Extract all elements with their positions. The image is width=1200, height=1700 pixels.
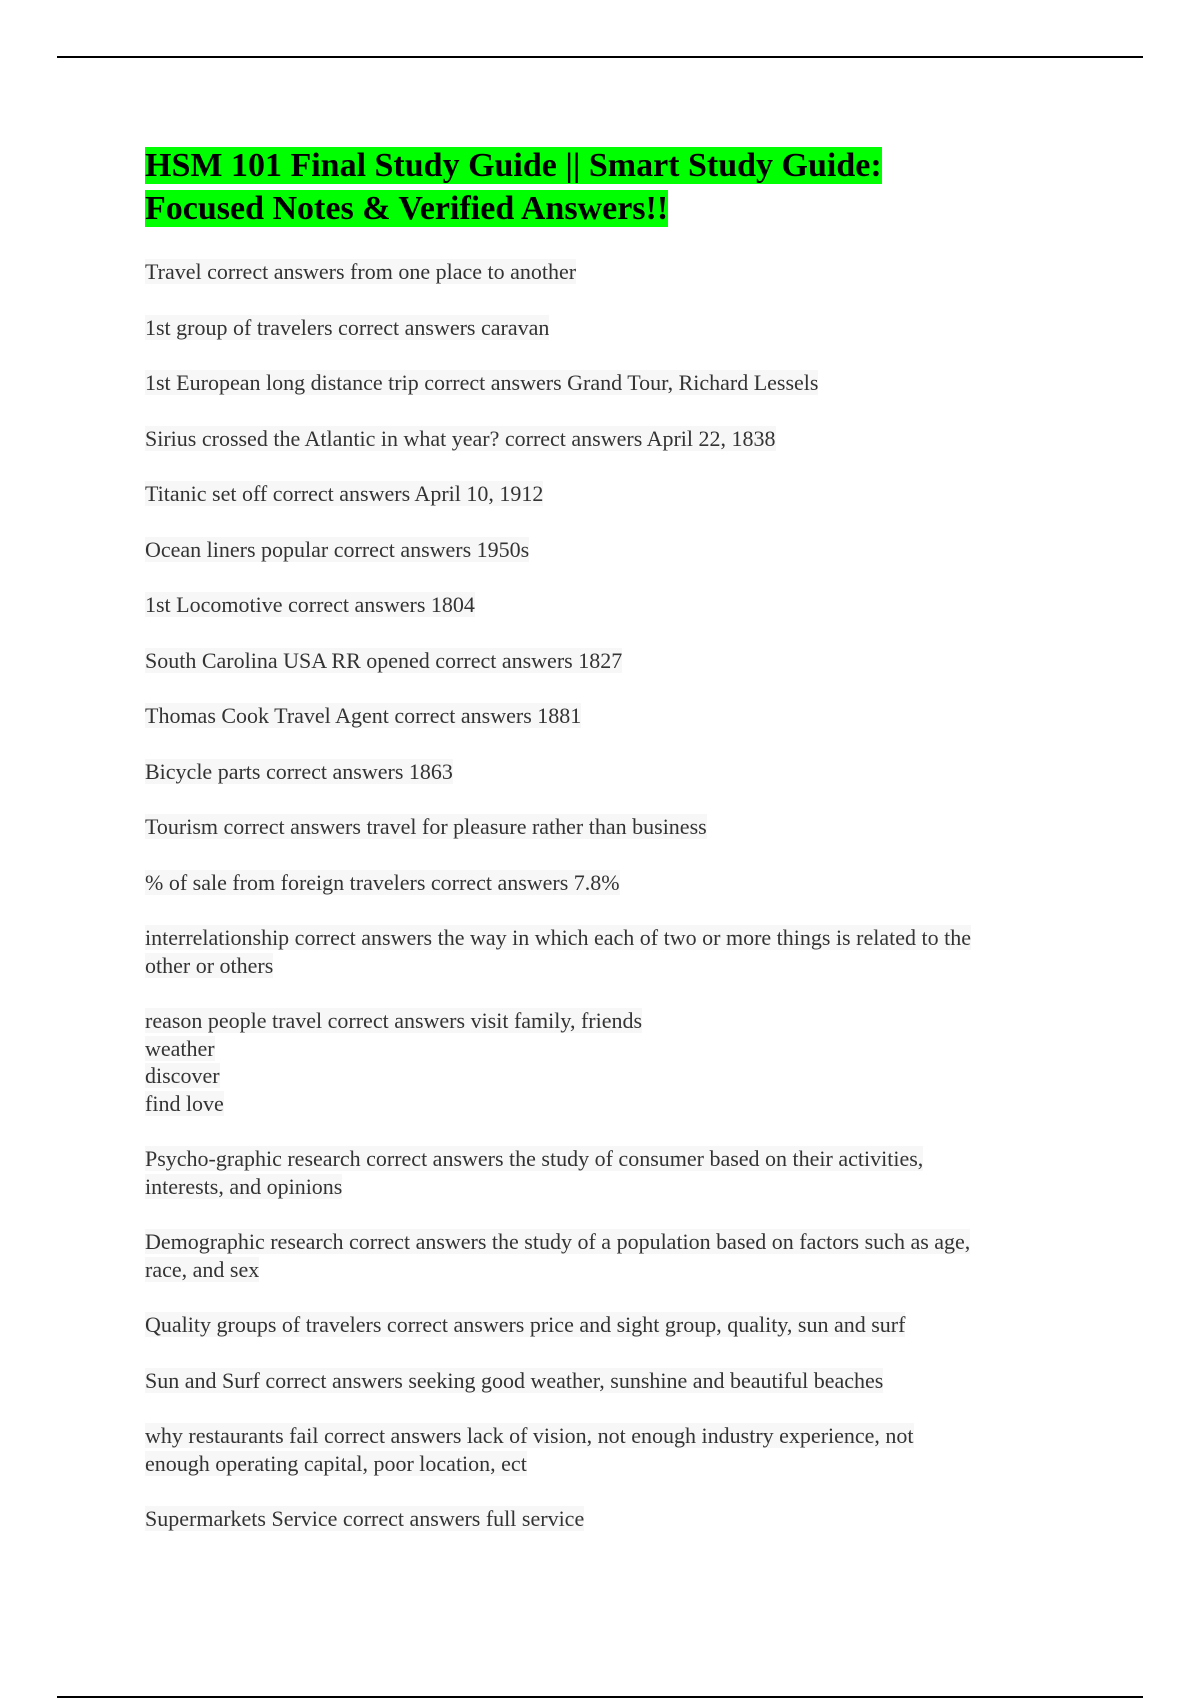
qa-line <box>145 1062 1075 1090</box>
document-title <box>145 144 1075 230</box>
qa-text: 1st European long distance trip correct answers Grand Tour, Richard Lessels <box>145 370 819 395</box>
qa-line <box>145 1035 1075 1063</box>
qa-item <box>145 869 1075 897</box>
qa-text: Titanic set off correct answers April 10, 1912 <box>145 481 544 506</box>
qa-item <box>145 1145 1075 1200</box>
qa-line <box>145 952 1075 980</box>
qa-text: Travel correct answers from one place to another <box>145 259 577 284</box>
document-body <box>145 144 1075 1561</box>
qa-line <box>145 536 1075 564</box>
qa-item <box>145 758 1075 786</box>
qa-line <box>145 425 1075 453</box>
qa-item <box>145 1422 1075 1477</box>
qa-item <box>145 480 1075 508</box>
qa-line <box>145 813 1075 841</box>
qa-text: Quality groups of travelers correct answers price and sight group, quality, sun and surf <box>145 1312 906 1337</box>
bottom-rule <box>57 1696 1143 1698</box>
qa-line <box>145 758 1075 786</box>
qa-line <box>145 1090 1075 1118</box>
qa-text: enough operating capital, poor location, ect <box>145 1450 527 1476</box>
qa-item <box>145 1007 1075 1117</box>
qa-item <box>145 1367 1075 1395</box>
qa-text: Psycho-graphic research correct answers the study of consumer based on their activities, <box>145 1146 924 1171</box>
qa-list <box>145 258 1075 1533</box>
qa-text: find love <box>145 1090 224 1116</box>
qa-line <box>145 1256 1075 1284</box>
qa-text: Sirius crossed the Atlantic in what year? correct answers April 22, 1838 <box>145 425 776 451</box>
qa-item <box>145 536 1075 564</box>
qa-line <box>145 480 1075 508</box>
qa-line <box>145 1367 1075 1395</box>
qa-item <box>145 647 1075 675</box>
qa-item <box>145 1228 1075 1283</box>
qa-text: other or others <box>145 952 274 978</box>
qa-text: interests, and opinions <box>145 1173 343 1199</box>
qa-line <box>145 1007 1075 1035</box>
qa-line <box>145 702 1075 730</box>
qa-text: discover <box>145 1063 220 1088</box>
qa-item <box>145 425 1075 453</box>
qa-text: Thomas Cook Travel Agent correct answers 1881 <box>145 703 582 728</box>
top-rule <box>57 56 1143 58</box>
qa-text: Supermarkets Service correct answers full service <box>145 1506 585 1531</box>
qa-item <box>145 1505 1075 1533</box>
qa-text: interrelationship correct answers the way in which each of two or more things is related to the <box>145 925 971 950</box>
qa-line <box>145 1311 1075 1339</box>
qa-item <box>145 924 1075 979</box>
qa-item <box>145 258 1075 286</box>
qa-text: reason people travel correct answers visit family, friends <box>145 1008 643 1033</box>
qa-text: Ocean liners popular correct answers 1950s <box>145 536 530 562</box>
qa-line <box>145 1173 1075 1201</box>
qa-line <box>145 1145 1075 1173</box>
qa-line <box>145 1505 1075 1533</box>
qa-line <box>145 1450 1075 1478</box>
qa-line <box>145 647 1075 675</box>
qa-line <box>145 591 1075 619</box>
qa-text: 1st group of travelers correct answers caravan <box>145 314 550 340</box>
qa-line <box>145 924 1075 952</box>
qa-line <box>145 1422 1075 1450</box>
qa-item <box>145 591 1075 619</box>
qa-text: Demographic research correct answers the study of a population based on factors such as age, <box>145 1229 971 1254</box>
qa-text: South Carolina USA RR opened correct answers 1827 <box>145 647 623 673</box>
title-line-2: Focused Notes & Verified Answers!! <box>145 190 669 227</box>
qa-text: Tourism correct answers travel for pleasure rather than business <box>145 814 707 839</box>
qa-line <box>145 869 1075 897</box>
qa-item <box>145 369 1075 397</box>
qa-text: weather <box>145 1035 215 1061</box>
qa-line <box>145 369 1075 397</box>
qa-text: why restaurants fail correct answers lack of vision, not enough industry experience, not <box>145 1423 914 1448</box>
qa-item <box>145 314 1075 342</box>
qa-text: % of sale from foreign travelers correct answers 7.8% <box>145 869 620 895</box>
qa-text: 1st Locomotive correct answers 1804 <box>145 592 475 617</box>
qa-text: Sun and Surf correct answers seeking good weather, sunshine and beautiful beaches <box>145 1367 884 1393</box>
qa-line <box>145 314 1075 342</box>
qa-item <box>145 813 1075 841</box>
title-line-1: HSM 101 Final Study Guide || Smart Study Guide: <box>145 147 882 184</box>
qa-line <box>145 1228 1075 1256</box>
qa-item <box>145 1311 1075 1339</box>
qa-line <box>145 258 1075 286</box>
qa-text: race, and sex <box>145 1256 260 1282</box>
qa-item <box>145 702 1075 730</box>
qa-text: Bicycle parts correct answers 1863 <box>145 758 453 784</box>
